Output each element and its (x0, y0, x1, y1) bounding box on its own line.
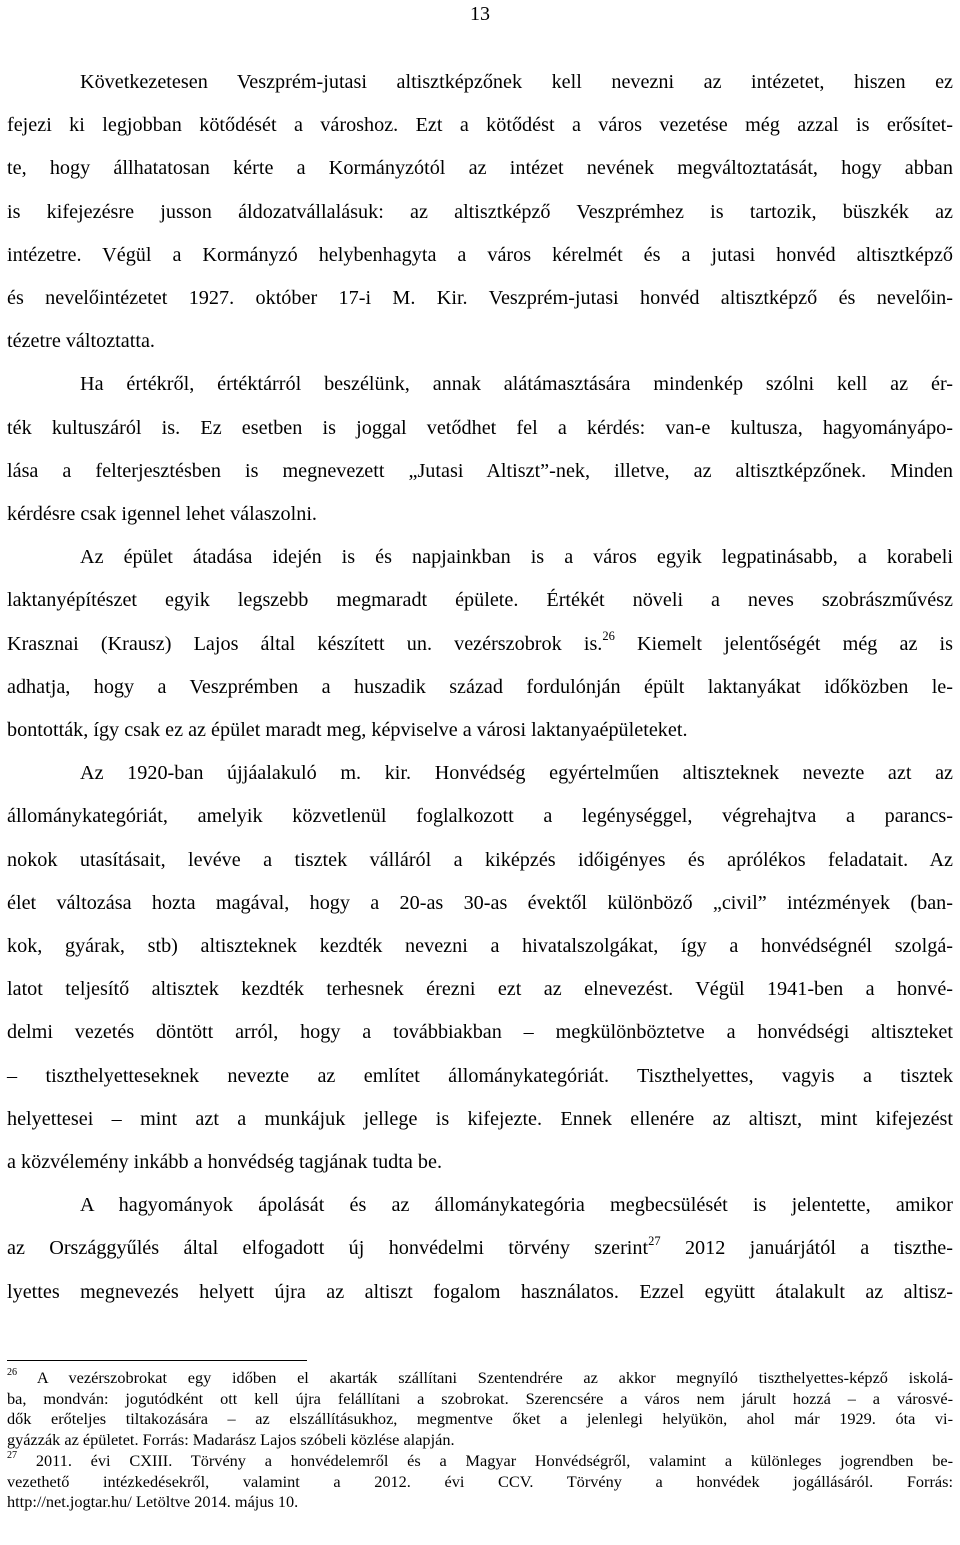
line-text: is kifejezésre jusson áldozatvállalásuk: az altisztképző Veszprémhez is tartozik, büszkék az (7, 200, 953, 223)
line-text: fejezi ki legjobban kötődését a városhoz. Ezt a kötődést a város vezetése még azzal is erősítet- (7, 114, 953, 137)
line-text: Ha értékről, értéktárról beszélünk, annak alátámasztására mindenkép szólni kell az ér- (80, 373, 953, 396)
line-text: kérdésre csak igennel lehet válaszolni. (7, 503, 317, 525)
line-text: vezethető intézkedésekről, valamint a 2012. évi CCV. Törvény a honvédek jogállásáról. Forrás: (7, 1471, 953, 1491)
line-text: A vezérszobrokat egy időben el akarták szállítani Szentendrére az akkor megnyíló tiszthelyettes-képző iskolá- (17, 1368, 953, 1387)
line-text: nokok utasításait, levéve a tisztek válláról a kiképzés időigényes és aprólékos feladatait. Az (7, 848, 953, 871)
line-text: 2011. évi CXIII. Törvény a honvédelemről és a Magyar Honvédségről, valamint a különleges jogrendben be- (17, 1450, 953, 1470)
line-text: delmi vezetés döntött arról, hogy a továbbiakban – megkülönböztetve a honvédségi altiszteket (7, 1021, 953, 1044)
text-line (7, 804, 953, 828)
footnote-reference: 27 (648, 1233, 661, 1248)
footnote-line (7, 1451, 953, 1471)
line-text: bontották, így csak ez az épület maradt meg, képviselve a városi laktanyaépületeket. (7, 719, 688, 741)
line-text: lyettes megnevezés helyett újra az altiszt fogalom használatos. Ezzel együtt átalakult az altisz- (7, 1280, 953, 1303)
text-line (80, 372, 953, 396)
text-line (7, 329, 953, 353)
footnote-marker: 27 (7, 1449, 18, 1461)
footnote-line (7, 1472, 953, 1492)
text-line (7, 588, 953, 612)
text-line (7, 1107, 953, 1131)
line-text: Krasznai (Krausz) Lajos által készített un. vezérszobrok is. (7, 632, 603, 655)
text-line (7, 628, 953, 656)
text-line (7, 1233, 953, 1260)
footnote-line (7, 1389, 953, 1409)
line-text: kok, gyárak, stb) altiszteknek kezdték nevezni a hivatalszolgákat, így a honvédségnél szolgá- (7, 935, 953, 957)
footnote-line (7, 1430, 953, 1450)
text-line (7, 113, 953, 137)
text-line (7, 1064, 953, 1088)
line-text: és nevelőintézetet 1927. október 17-i M. Kir. Veszprém-jutasi honvéd altisztképző és nevelőin- (7, 287, 953, 309)
line-text: http://net.jogtar.hu/ Letöltve 2014. május 10. (7, 1492, 299, 1512)
text-line (7, 1150, 953, 1174)
text-line (7, 977, 953, 1001)
line-text-continued: 2012 januárjától a tiszthe- (660, 1237, 953, 1260)
text-line (80, 70, 953, 94)
line-text: latot teljesítő altisztek kezdték terhesnek érezni ezt az elnevezést. Végül 1941-ben a honvé- (7, 978, 953, 1001)
text-line (7, 502, 953, 526)
footnote-separator (7, 1360, 307, 1361)
footnote-marker: 26 (7, 1367, 18, 1379)
line-text: dők erőteljes tiltakozására – az elszállításukhoz, megmentve őket a jelenlegi helyükön, ahol már 1929. óta vi- (7, 1409, 953, 1429)
line-text: ték kultuszáról is. Ez esetben is joggal vetődhet fel a kérdés: van-e kultusza, hagyományápo- (7, 416, 953, 439)
line-text: helyettesei – mint azt a munkájuk jellege is kifejezte. Ennek ellenére az altiszt, mint kifejezést (7, 1107, 953, 1130)
text-line (7, 1020, 953, 1044)
line-text-continued: Kiemelt jelentőségét még az is (614, 632, 953, 655)
line-text: A hagyományok ápolását és az állománykategória megbecsülését is jelentette, amikor (80, 1194, 953, 1217)
line-text: tézetre változtatta. (7, 330, 155, 353)
text-line (7, 416, 953, 440)
text-line (7, 891, 953, 915)
footnote-line (7, 1368, 953, 1388)
line-text: gyázzák az épületet. Forrás: Madarász Lajos szóbeli közlése alapján. (7, 1430, 455, 1450)
text-line (80, 1193, 953, 1217)
text-line (7, 675, 953, 699)
footnote-reference: 26 (602, 628, 615, 643)
text-line (7, 286, 953, 310)
text-line (80, 545, 953, 569)
footnote-line (7, 1409, 953, 1429)
line-text: te, hogy állhatatosan kérte a Kormányzótól az intézet nevének megváltoztatását, hogy abban (7, 157, 953, 180)
line-text: lása a felterjesztésben is megnevezett „Jutasi Altiszt”-nek, illetve, az altisztképzőnek. Minden (7, 459, 953, 482)
text-line (7, 156, 953, 180)
text-line (80, 761, 953, 785)
footnote-line (7, 1492, 953, 1512)
line-text: Az 1920-ban újjáalakuló m. kir. Honvédség egyértelműen altiszteknek nevezte azt az (80, 762, 953, 785)
line-text: az Országgyűlés által elfogadott új honvédelmi törvény szerint (7, 1237, 649, 1260)
page-number: 13 (470, 3, 490, 25)
line-text: a közvélemény inkább a honvédség tagjának tudta be. (7, 1151, 442, 1173)
text-line (7, 459, 953, 483)
text-line (7, 934, 953, 958)
line-text: ba, mondván: jogutódként ott kell újra felállítani a szobrokat. Szerencsére a város nem járult hozzá – a városvé- (7, 1388, 953, 1408)
line-text: intézetre. Végül a Kormányzó helybenhagyta a város kérelmét és a jutasi honvéd altisztképző (7, 243, 953, 266)
line-text: Az épület átadása idején is és napjainkban is a város egyik legpatinásabb, a korabeli (80, 546, 953, 569)
line-text: állománykategóriát, amelyik közvetlenül foglalkozott a legénységgel, végrehajtva a parancs- (7, 805, 953, 828)
line-text: laktanyépítészet egyik legszebb megmaradt épülete. Értékét növeli a neves szobrászművész (7, 589, 953, 612)
text-line (7, 243, 953, 267)
text-line (7, 1280, 953, 1304)
line-text: – tiszthelyetteseknek nevezte az említet állománykategóriát. Tiszthelyettes, vagyis a tisztek (7, 1064, 953, 1087)
text-line (7, 718, 953, 742)
line-text: élet változása hozta magával, hogy a 20-as 30-as évektől különböző „civil” intézmények (ban- (7, 891, 953, 914)
line-text: Következetesen Veszprém-jutasi altisztképzőnek kell nevezni az intézetet, hiszen ez (80, 71, 953, 93)
text-line (7, 200, 953, 224)
line-text: adhatja, hogy a Veszprémben a huszadik század fordulónján épült laktanyákat időközben le- (7, 675, 953, 698)
text-line (7, 848, 953, 872)
